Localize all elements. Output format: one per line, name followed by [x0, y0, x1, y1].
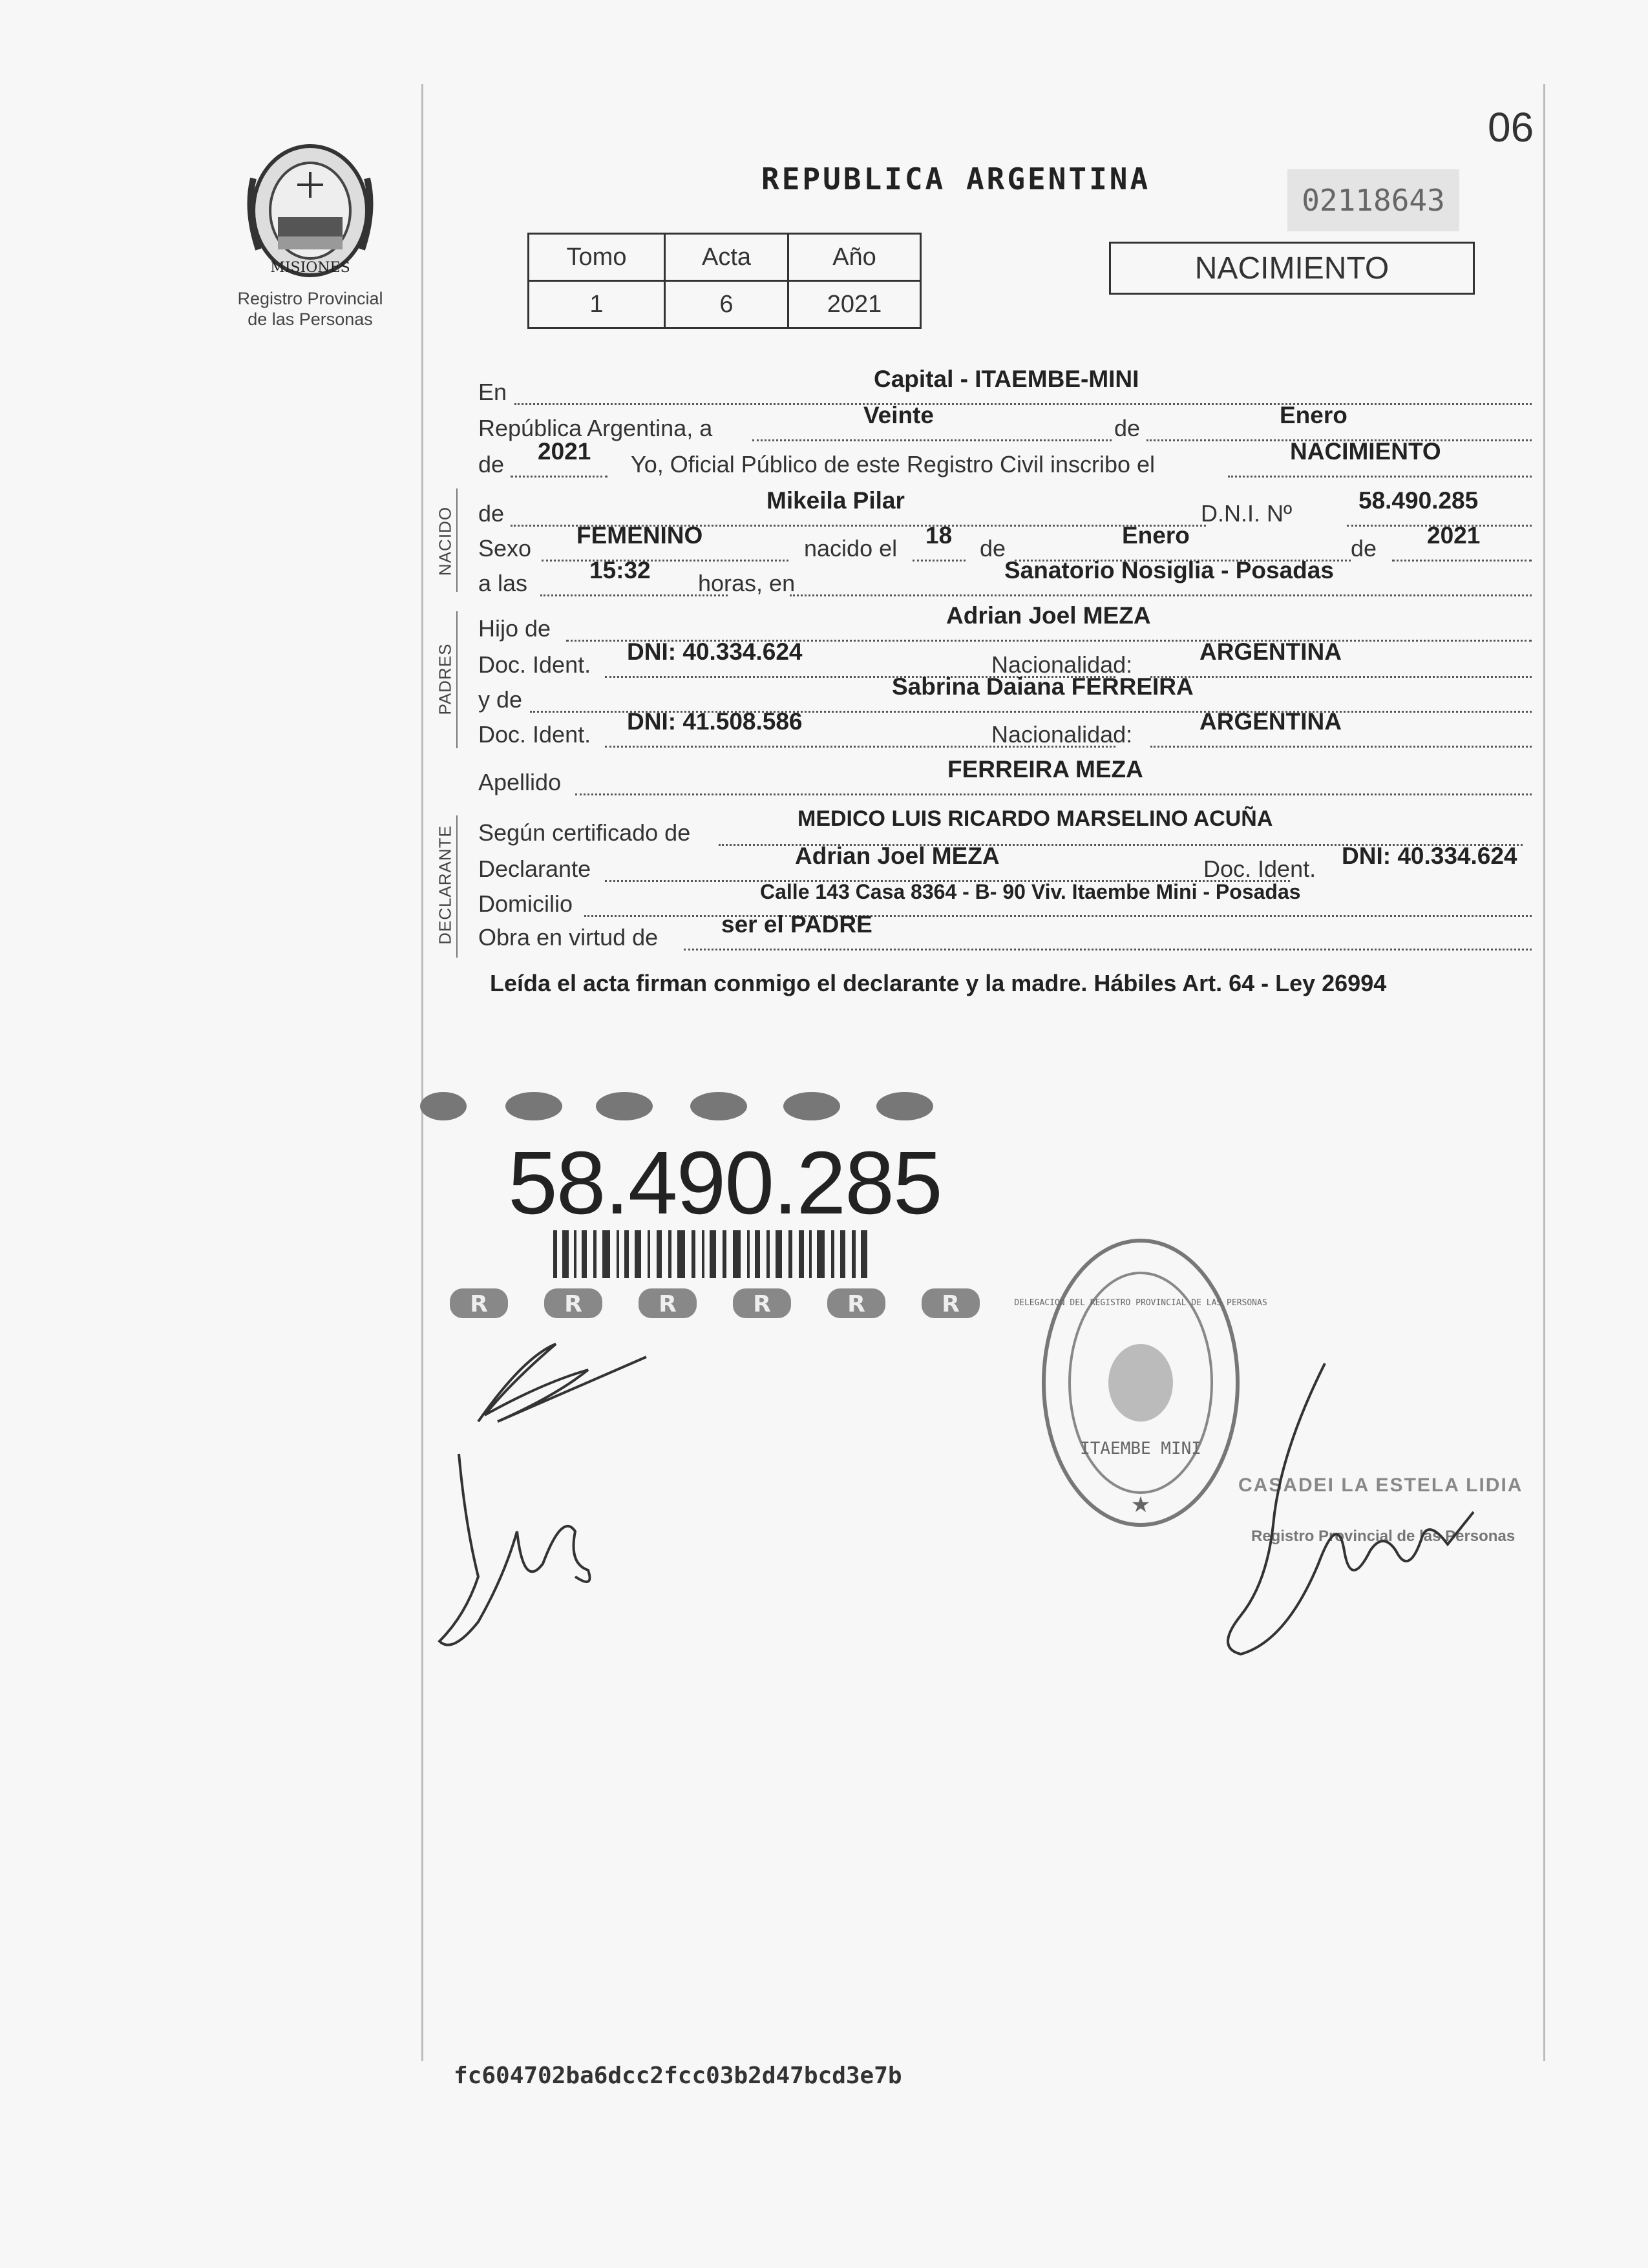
row-obra: [478, 911, 1532, 956]
document-hash: fc604702ba6dcc2fcc03b2d47bcd3e7b: [454, 2063, 902, 2089]
republica-label: República Argentina, a: [478, 415, 713, 441]
mother-doc: DNI: 41.508.586: [627, 708, 803, 735]
serial-number: 02118643: [1287, 169, 1459, 231]
de-label-3: de: [1351, 535, 1377, 562]
svg-text:★: ★: [1130, 1493, 1151, 1517]
declarante-section-label: DECLARANTE: [435, 825, 455, 945]
father-nationality: ARGENTINA: [1199, 638, 1342, 665]
tomo-value: 1: [529, 281, 665, 328]
sticker-mark-4: R: [753, 1291, 771, 1318]
stamp-ring-text: DELEGACION DEL REGISTRO PROVINCIAL DE LAS PERSONAS: [1014, 1298, 1267, 1308]
child-name: Mikeila Pilar: [766, 487, 905, 514]
row-domicilio: [478, 880, 1532, 923]
en-label: En: [478, 379, 507, 405]
father-name: Adrian Joel MEZA: [946, 602, 1151, 629]
page-number: 06: [1488, 104, 1534, 151]
place-value: Capital - ITAEMBE-MINI: [874, 366, 1139, 392]
province-seal-logo: [239, 140, 381, 282]
dni-label: D.N.I. Nº: [1201, 500, 1293, 527]
right-margin-line: [1543, 84, 1545, 2061]
official-name-stamp: CASADEI LA ESTELA LIDIA: [1238, 1475, 1523, 1496]
yde-label: y de: [478, 686, 523, 713]
registry-header-row: [529, 234, 921, 281]
de-label-2: de: [980, 535, 1006, 562]
declarante-name: Adrian Joel MEZA: [795, 843, 1000, 869]
father-doc-label: Doc. Ident.: [478, 651, 591, 678]
acta-header: Acta: [665, 234, 788, 281]
row-en: [478, 366, 1532, 411]
year-value: 2021: [538, 438, 591, 465]
nacido-el-label: nacido el: [804, 535, 898, 562]
row-hora: [478, 557, 1532, 602]
sticker-mark-5: R: [847, 1291, 865, 1318]
sticker-mark-1: R: [470, 1291, 488, 1318]
horas-label: horas, en: [698, 570, 796, 596]
stamp-inner-text: ITAEMBE MINI: [1080, 1439, 1201, 1458]
nacido-section-label: NACIDO: [435, 506, 455, 576]
declarante-doc: DNI: 40.334.624: [1342, 843, 1517, 869]
apellido-label: Apellido: [478, 769, 562, 795]
oficial-text: Yo, Oficial Público de este Registro Civil inscribo el: [631, 451, 1156, 478]
acta-value: 6: [665, 281, 788, 328]
birth-year: 2021: [1427, 522, 1481, 549]
mother-nationality: ARGENTINA: [1199, 708, 1342, 735]
obra-label: Obra en virtud de: [478, 924, 659, 950]
apellido-value: FERREIRA MEZA: [947, 756, 1143, 782]
cert-label: Según certificado de: [478, 819, 691, 846]
child-dni: 58.490.285: [1358, 487, 1479, 514]
nacido-de-label: de: [478, 500, 505, 527]
act-value: NACIMIENTO: [1290, 438, 1441, 465]
sexo-value: FEMENINO: [576, 522, 703, 549]
father-doc: DNI: 40.334.624: [627, 638, 803, 665]
logo-caption-line-2: de las Personas: [248, 310, 373, 329]
mother-nat-label: Nacionalidad:: [991, 721, 1133, 748]
closing-statement: Leída el acta firman conmigo el declarante y la madre. Hábiles Art. 64 - Ley 26994: [490, 970, 1387, 996]
tomo-header: Tomo: [529, 234, 665, 281]
de2-label: de: [478, 451, 505, 478]
row-mother-doc: [478, 708, 1532, 753]
a-las-label: a las: [478, 570, 528, 596]
month-value: Enero: [1280, 402, 1347, 428]
registry-table: [527, 233, 922, 329]
left-margin-line: [421, 84, 423, 2061]
official-title-stamp: Registro Provincial de las Personas: [1251, 1528, 1516, 1545]
row-oficial: [478, 438, 1532, 483]
ano-header: Año: [788, 234, 921, 281]
mother-doc-label: Doc. Ident.: [478, 721, 591, 748]
sticker-dni-number: 58.490.285: [508, 1133, 942, 1233]
birth-month: Enero: [1122, 522, 1190, 549]
father-nat-label: Nacionalidad:: [991, 651, 1133, 678]
padres-section-label: PADRES: [435, 643, 455, 715]
address-value: Calle 143 Casa 8364 - B- 90 Viv. Itaembe Mini - Posadas: [760, 880, 1301, 903]
sticker-mark-3: R: [659, 1291, 677, 1318]
sticker-mark-2: R: [564, 1291, 582, 1318]
act-type-box: NACIMIENTO: [1109, 242, 1475, 295]
sexo-label: Sexo: [478, 535, 532, 562]
birth-day: 18: [925, 522, 953, 549]
day-value: Veinte: [863, 402, 934, 428]
declarante-label: Declarante: [478, 856, 591, 882]
logo-caption: [213, 288, 407, 330]
mother-name: Sabrina Daiana FERREIRA: [892, 673, 1194, 700]
svg-text:MISIONES: MISIONES: [270, 260, 350, 276]
sticker-mark-6: R: [942, 1291, 960, 1318]
row-apellido: [478, 756, 1532, 801]
ano-value: 2021: [788, 281, 921, 328]
logo-caption-line-1: Registro Provincial: [237, 289, 383, 308]
document-title: REPUBLICA ARGENTINA: [761, 162, 1151, 196]
certificate-value: MEDICO LUIS RICARDO MARSELINO ACUÑA: [798, 806, 1273, 831]
de-label: de: [1114, 415, 1141, 441]
birth-time: 15:32: [589, 557, 651, 583]
reason-value: ser el PADRE: [721, 911, 872, 938]
declarante-doc-label: Doc. Ident.: [1203, 856, 1316, 882]
registry-value-row: [529, 281, 921, 328]
domicilio-label: Domicilio: [478, 890, 573, 917]
official-signature: [1202, 1357, 1564, 1667]
declarant-signature: [427, 1318, 672, 1680]
birth-place: Sanatorio Nosiglia - Posadas: [1004, 557, 1334, 583]
hijo-label: Hijo de: [478, 615, 551, 642]
